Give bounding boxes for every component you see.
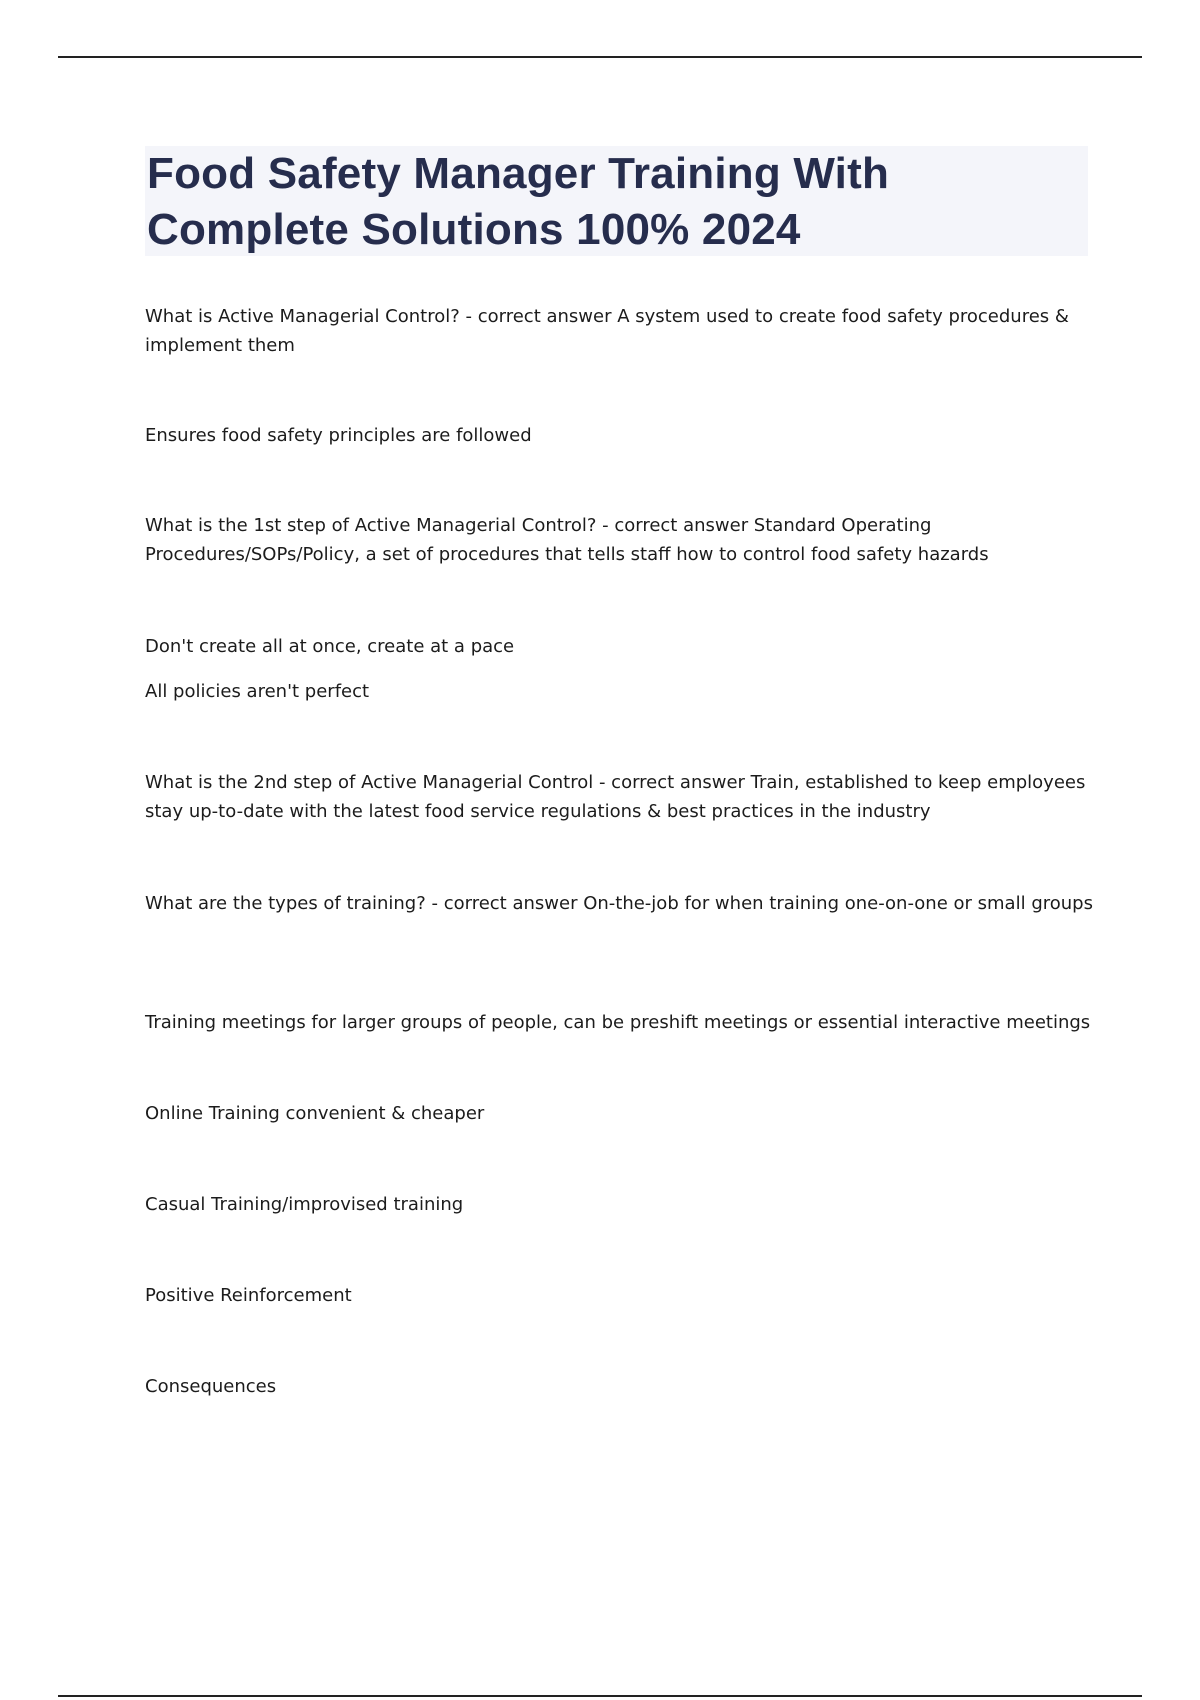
paragraph-q2-note-2: All policies aren't perfect — [145, 681, 370, 702]
bottom-rule — [58, 1695, 1142, 1697]
top-rule — [58, 56, 1142, 58]
paragraph-q1-note: Ensures food safety principles are followed — [145, 425, 532, 446]
paragraph-q3: What is the 2nd step of Active Managerial Control - correct answer Train, established to keep employees stay up-to-date with the latest food service regulations & best practices in the industry — [145, 772, 1086, 822]
document-title: Food Safety Manager Training With Complete Solutions 100% 2024 — [147, 149, 890, 254]
paragraph-q1: What is Active Managerial Control? - correct answer A system used to create food safety procedures & implement them — [145, 306, 1069, 356]
paragraph-q4-note-5: Consequences — [145, 1376, 277, 1397]
paragraph-q2-note-1: Don't create all at once, create at a pace — [145, 636, 515, 657]
paragraph-q4-note-1: Training meetings for larger groups of people, can be preshift meetings or essential interactive meetings — [145, 1012, 1091, 1033]
title-block — [145, 146, 1088, 256]
paragraph-q4: What are the types of training? - correct answer On-the-job for when training one-on-one or small groups — [145, 893, 1093, 914]
paragraph-q2: What is the 1st step of Active Managerial Control? - correct answer Standard Operating Procedures/SOPs/Policy, a set of procedures that tells staff how to control food safety hazards — [145, 515, 989, 565]
paragraph-q4-note-3: Casual Training/improvised training — [145, 1194, 464, 1215]
paragraph-q4-note-4: Positive Reinforcement — [145, 1285, 352, 1306]
paragraph-q4-note-2: Online Training convenient & cheaper — [145, 1103, 485, 1124]
